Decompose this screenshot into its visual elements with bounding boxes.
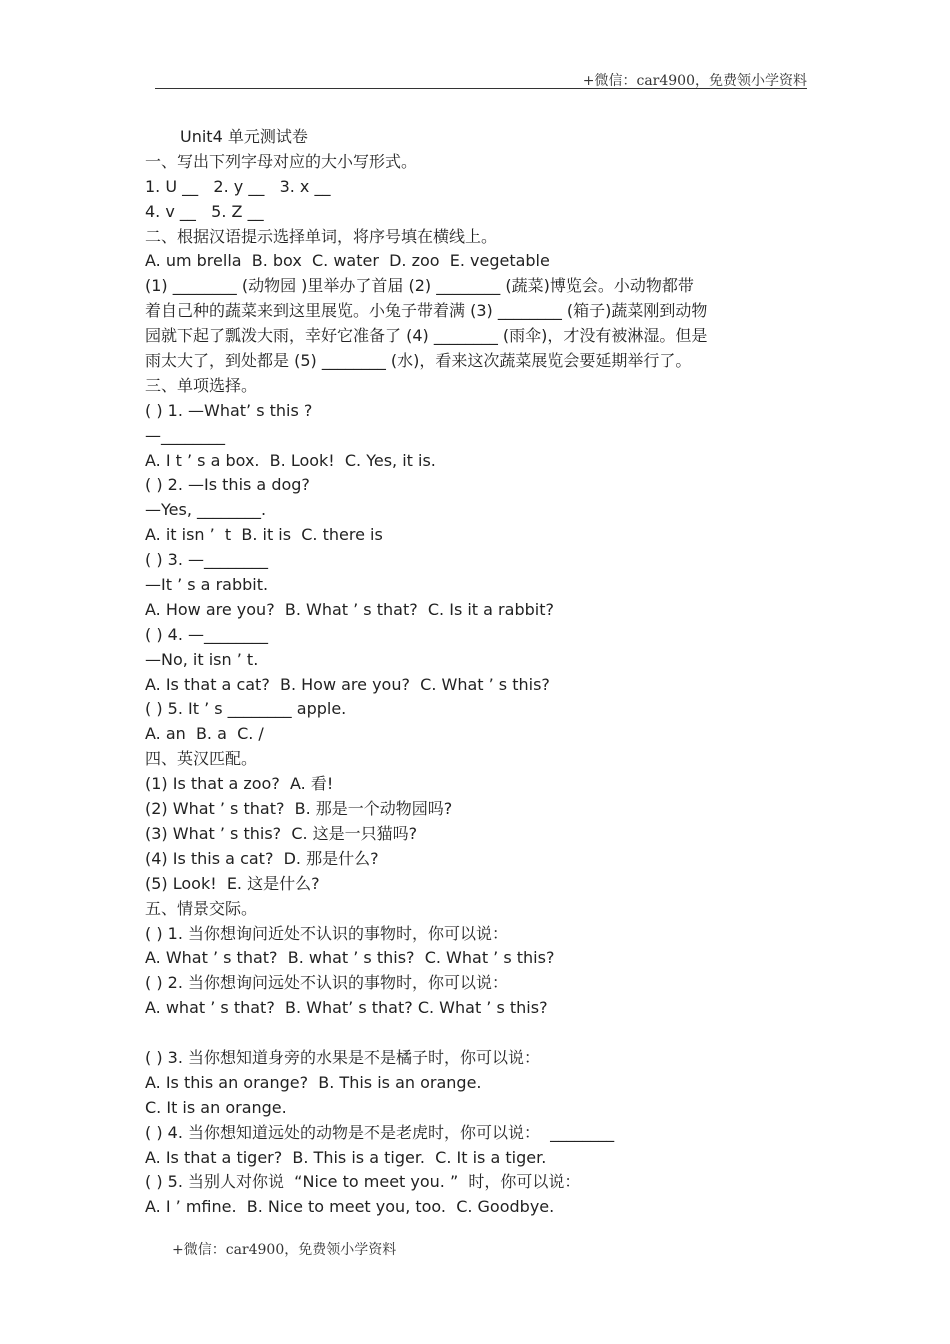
worksheet-lines <box>145 150 785 1220</box>
page-footer-text: +微信：car4900，免费领小学资料 <box>172 1242 397 1258</box>
worksheet-line: —________ <box>145 425 225 445</box>
worksheet-line: 4. v __ 5. Z __ <box>145 201 264 221</box>
worksheet-line: A. What ’ s that? B. what ’ s this? C. What ’ s this? <box>145 948 555 968</box>
worksheet-line: 四、英汉匹配。 <box>145 749 258 769</box>
worksheet-line: 三、单项选择。 <box>145 375 258 395</box>
worksheet-line: (3) What ’ s this? C. 这是一只猫吗? <box>145 823 418 843</box>
worksheet-line: 着自己种的蔬菜来到这里展览。小兔子带着满 (3) ________ (箱子)蔬菜刚到动物 <box>145 301 708 321</box>
worksheet-content <box>145 125 785 1220</box>
worksheet-line: 1. U __ 2. y __ 3. x __ <box>145 176 331 196</box>
worksheet-line: —It ’ s a rabbit. <box>145 575 269 595</box>
worksheet-line: 一、写出下列字母对应的大小写形式。 <box>145 151 418 171</box>
worksheet-line: A. what ’ s that? B. What’ s that? C. What ’ s this? <box>145 998 548 1018</box>
worksheet-line: ( ) 4. 当你想知道远处的动物是不是老虎时，你可以说： ________ <box>145 1122 615 1142</box>
worksheet-line: A. I t ’ s a box. B. Look! C. Yes, it is. <box>145 450 436 470</box>
header-rule <box>155 88 807 89</box>
worksheet-line: 二、根据汉语提示选择单词，将序号填在横线上。 <box>145 226 498 246</box>
worksheet-line: A. an B. a C. / <box>145 724 264 744</box>
worksheet-line: A. it isn ’ t B. it is C. there is <box>145 525 383 545</box>
worksheet-line: A. How are you? B. What ’ s that? C. Is it a rabbit? <box>145 599 554 619</box>
worksheet-line: ( ) 3. —________ <box>145 550 269 570</box>
worksheet-line: A. um brella B. box C. water D. zoo E. vegetable <box>145 251 550 271</box>
worksheet-line: (1) Is that a zoo? A. 看! <box>145 774 334 794</box>
page-header-text: +微信：car4900，免费领小学资料 <box>582 73 807 89</box>
worksheet-line: A. I ’ mfine. B. Nice to meet you, too. C. Goodbye. <box>145 1197 555 1217</box>
worksheet-line: —Yes, ________. <box>145 500 267 520</box>
worksheet-line: 五、情景交际。 <box>145 898 258 918</box>
worksheet-line: 园就下起了瓢泼大雨，幸好它准备了 (4) ________ (雨伞)，才没有被淋湿。但是 <box>145 326 708 346</box>
worksheet-line: ( ) 1. 当你想询问近处不认识的事物时，你可以说： <box>145 923 509 943</box>
worksheet-line <box>145 1021 785 1046</box>
worksheet-line: ( ) 5. It ’ s ________ apple. <box>145 699 347 719</box>
worksheet-line: (1) ________ (动物园 )里举办了首届 (2) ________ (蔬菜)博览会。小动物都带 <box>145 276 694 296</box>
worksheet-line: A. Is that a tiger? B. This is a tiger. C. It is a tiger. <box>145 1147 547 1167</box>
worksheet-line: ( ) 2. 当你想询问远处不认识的事物时，你可以说： <box>145 973 509 993</box>
worksheet-title: Unit4 单元测试卷 <box>180 127 308 146</box>
worksheet-line: ( ) 3. 当你想知道身旁的水果是不是橘子时，你可以说： <box>145 1047 541 1067</box>
worksheet-line: ( ) 5. 当别人对你说 “Nice to meet you. ” 时，你可以说： <box>145 1172 581 1192</box>
worksheet-line: C. It is an orange. <box>145 1097 287 1117</box>
worksheet-line: ( ) 2. —Is this a dog? <box>145 475 310 495</box>
worksheet-line: (4) Is this a cat? D. 那是什么? <box>145 848 379 868</box>
worksheet-line: A. Is this an orange? B. This is an orange. <box>145 1072 482 1092</box>
worksheet-line: ( ) 4. —________ <box>145 624 269 644</box>
worksheet-line: ( ) 1. —What’ s this ? <box>145 400 313 420</box>
worksheet-line: —No, it isn ’ t. <box>145 649 259 669</box>
worksheet-line: (5) Look! E. 这是什么? <box>145 873 320 893</box>
worksheet-line: (2) What ’ s that? B. 那是一个动物园吗? <box>145 799 453 819</box>
worksheet-line: A. Is that a cat? B. How are you? C. What ’ s this? <box>145 674 550 694</box>
worksheet-line: 雨太大了，到处都是 (5) ________ (水)，看来这次蔬菜展览会要延期举行了。 <box>145 351 692 371</box>
